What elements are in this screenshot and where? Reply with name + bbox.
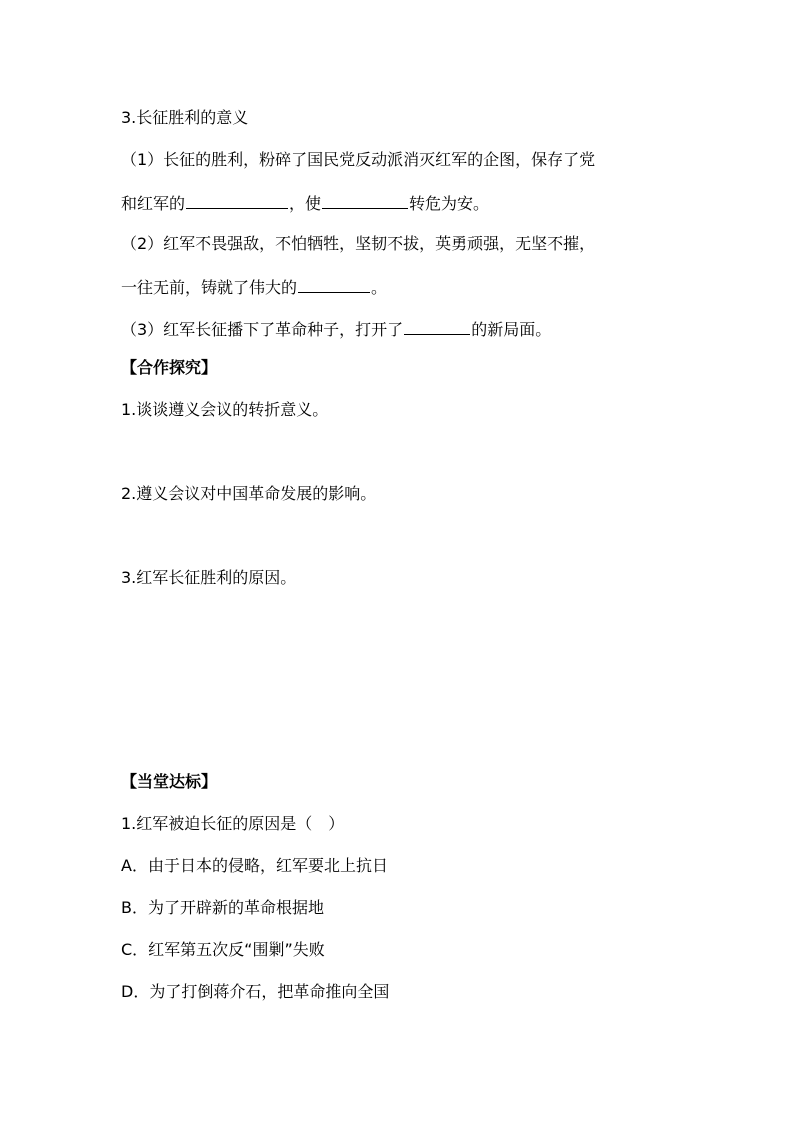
paragraph-1-text-b: ，使 <box>289 194 322 213</box>
practice-question-1: 1.红军被迫长征的原因是（ ） <box>121 814 345 833</box>
option-b[interactable]: B．为了开辟新的革命根据地 <box>121 898 324 917</box>
paragraph-3-line <box>121 318 551 338</box>
paragraph-1-line-1: （1）长征的胜利，粉碎了国民党反动派消灭红军的企图，保存了党 <box>121 150 596 169</box>
paragraph-3-text-b: 的新局面。 <box>471 320 552 339</box>
section-title: 3.长征胜利的意义 <box>121 108 249 127</box>
paragraph-3-text-a: （3）红军长征播下了革命种子，打开了 <box>121 320 404 339</box>
option-d[interactable]: D．为了打倒蒋介石，把革命推向全国 <box>121 982 390 1001</box>
cooperation-heading: 【合作探究】 <box>121 358 218 377</box>
option-c[interactable]: C．红军第五次反“围剿”失败 <box>121 940 325 959</box>
fill-blank-3[interactable] <box>298 276 370 293</box>
fill-blank-1[interactable] <box>186 192 288 209</box>
cooperation-question-3: 3.红军长征胜利的原因。 <box>121 568 297 587</box>
practice-heading: 【当堂达标】 <box>121 772 218 791</box>
paragraph-1-line-2 <box>121 192 489 212</box>
paragraph-2-text-b: 。 <box>371 278 388 297</box>
option-a[interactable]: A．由于日本的侵略，红军要北上抗日 <box>121 856 388 875</box>
paragraph-2-line-1: （2）红军不畏强敌，不怕牺牲，坚韧不拔，英勇顽强，无坚不摧， <box>121 234 596 253</box>
cooperation-question-2: 2.遵义会议对中国革命发展的影响。 <box>121 484 377 503</box>
paragraph-1-text-c: 转危为安。 <box>409 194 490 213</box>
fill-blank-2[interactable] <box>322 192 408 209</box>
paragraph-2-text-a: 一往无前，铸就了伟大的 <box>121 278 298 297</box>
cooperation-question-1: 1.谈谈遵义会议的转折意义。 <box>121 400 329 419</box>
paragraph-1-text-a: 和红军的 <box>121 194 186 213</box>
paragraph-2-line-2 <box>121 276 387 296</box>
fill-blank-4[interactable] <box>404 318 470 335</box>
